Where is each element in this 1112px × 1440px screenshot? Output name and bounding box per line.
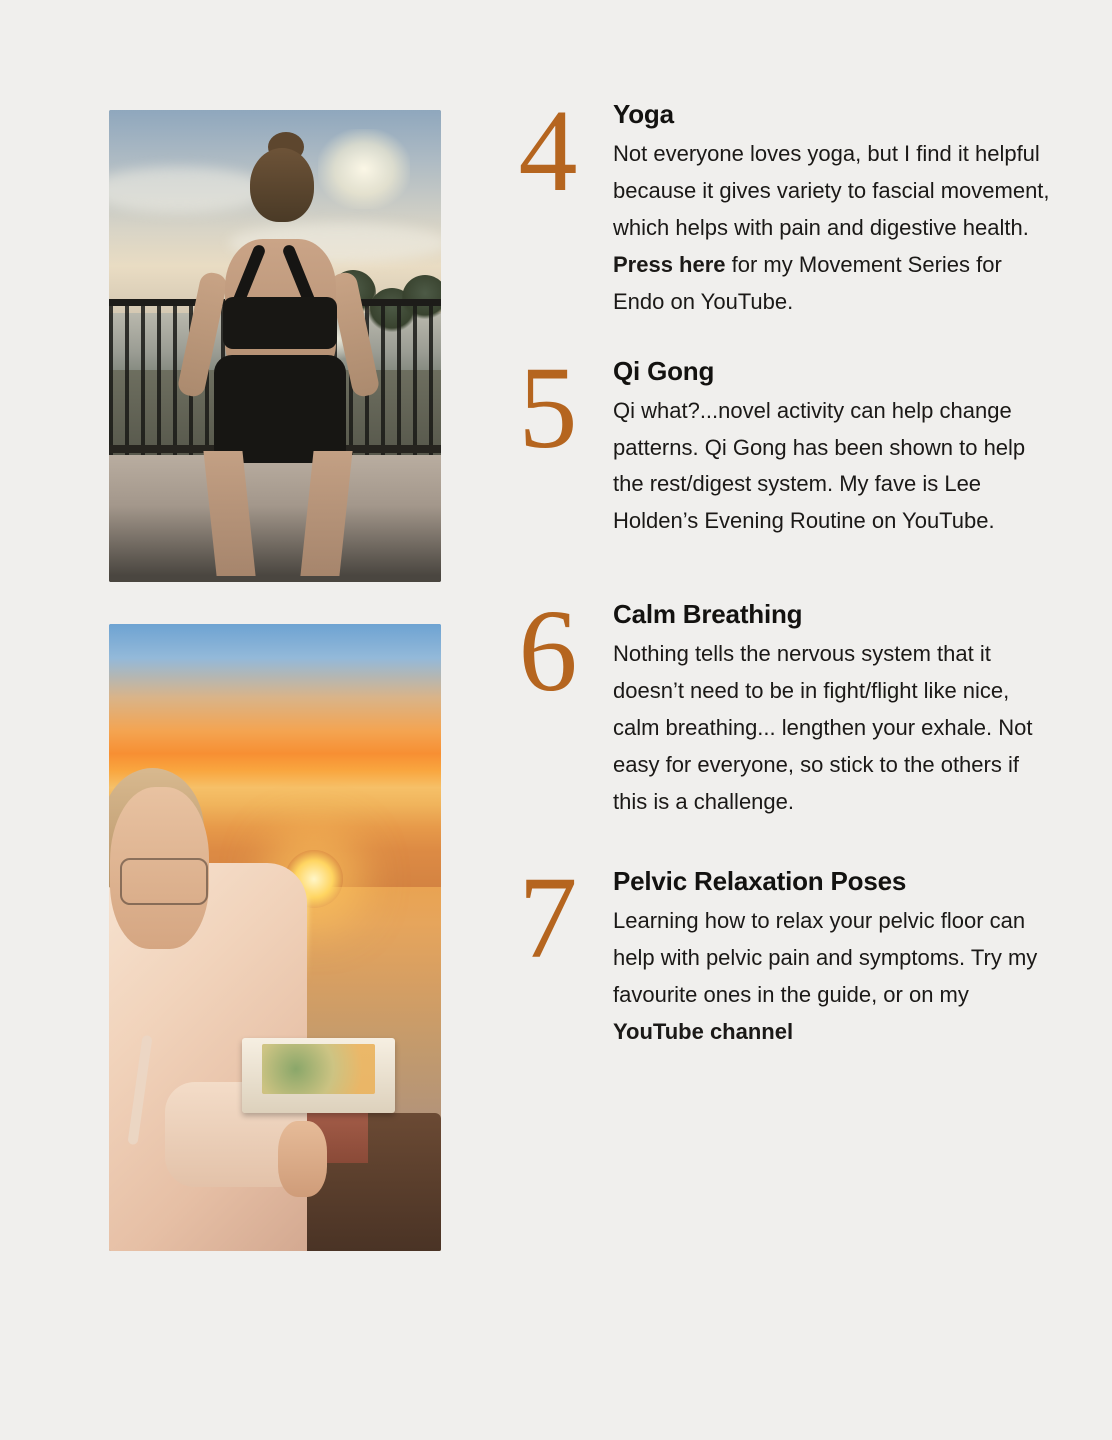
- hair: [250, 148, 314, 222]
- item-text-yoga: [613, 136, 1053, 321]
- item-body: [613, 600, 1053, 821]
- item-body: [613, 867, 1053, 1051]
- press-here-link[interactable]: Press here: [613, 251, 726, 277]
- item-number-5: 5: [518, 341, 576, 473]
- bra-band: [223, 297, 337, 349]
- text-before: Learning how to relax your pelvic floor can help with pelvic pain and symptoms. Try my favourite ones in the guide, or on my: [613, 907, 1038, 1007]
- glasses-icon: [120, 858, 208, 905]
- sports-bra: [221, 243, 339, 334]
- list-item-pelvic-relaxation-poses: [497, 852, 1057, 1051]
- item-text-pelvic-relaxation-poses: [613, 903, 1053, 1051]
- person-seated: [109, 787, 341, 1251]
- list-item-calm-breathing: [497, 585, 1057, 821]
- item-number-7: 7: [518, 852, 576, 984]
- photo-sunset-reading: [109, 624, 441, 1251]
- item-title-qi-gong: Qi Gong: [613, 355, 715, 386]
- hand: [278, 1121, 327, 1197]
- book-illustration: [262, 1044, 375, 1094]
- item-body: [613, 357, 1053, 541]
- item-number-4: 4: [518, 85, 576, 216]
- leg: [300, 451, 353, 576]
- leg: [204, 451, 257, 576]
- image-column: [109, 110, 441, 1251]
- text-before: Nothing tells the nervous system that it doesn’t need to be in fight/flight like nice, calm breathing... lengthen your exhale. Not easy for everyone, so stick to the others if this is a challenge.: [613, 641, 1033, 815]
- item-title-pelvic-relaxation-poses: Pelvic Relaxation Poses: [613, 866, 907, 897]
- youtube-channel-link[interactable]: YouTube channel: [613, 1018, 794, 1044]
- item-title-calm-breathing: Calm Breathing: [613, 599, 803, 630]
- person-standing: [189, 148, 368, 563]
- shorts: [214, 355, 347, 463]
- list-item-qi-gong: [497, 341, 1057, 541]
- tips-list: [497, 85, 1057, 1051]
- item-text-qi-gong: [613, 393, 1053, 541]
- item-body: [613, 100, 1053, 321]
- text-before: Not everyone loves yoga, but I find it helpful because it gives variety to fascial movement, which helps with pain and digestive health.: [613, 140, 1050, 240]
- text-before: Qi what?...novel activity can help change patterns. Qi Gong has been shown to help the rest/digest system. My fave is Lee Holden’s Evening Routine on YouTube.: [613, 397, 1026, 534]
- item-number-6: 6: [518, 585, 576, 717]
- list-item-yoga: [497, 85, 1057, 321]
- text-after: for my Movement Series for Endo on YouTube.: [613, 251, 1002, 314]
- item-text-calm-breathing: [613, 636, 1053, 821]
- photo-yoga-balcony: [109, 110, 441, 582]
- item-title-yoga: Yoga: [613, 99, 674, 129]
